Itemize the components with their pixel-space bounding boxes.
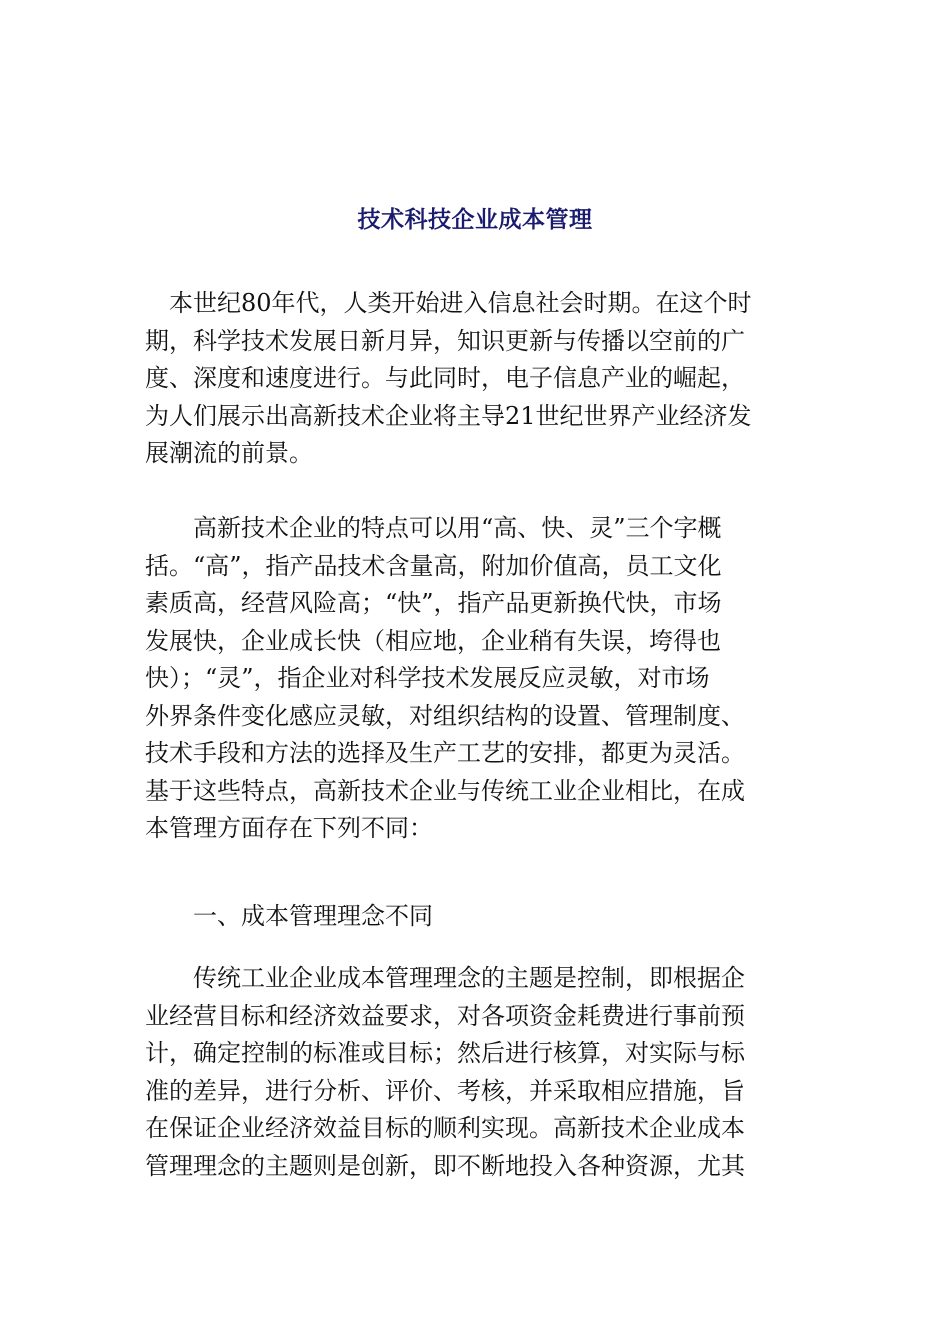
paragraph-line: 高新技术企业的特点可以用“高、快、灵”三个字概 [145, 514, 722, 542]
paragraph-line: 外界条件变化感应灵敏，对组织结构的设置、管理制度、 [145, 701, 745, 730]
paragraph-1 [145, 285, 805, 473]
paragraph-line: 技术手段和方法的选择及生产工艺的安排，都更为灵活。 [145, 739, 745, 767]
paragraph-line: 展潮流的前景。 [145, 439, 313, 467]
paragraph-line: 素质高，经营风险高；“快”，指产品更新换代快，市场 [145, 589, 722, 617]
paragraph-line: 快）；“灵”，指企业对科学技术发展反应灵敏，对市场 [145, 664, 710, 692]
paragraph-line: 在保证企业经济效益目标的顺利实现。高新技术企业成本 [145, 1114, 745, 1142]
paragraph-3 [145, 960, 805, 1185]
document-title: 技术科技企业成本管理 [357, 207, 593, 233]
paragraph-line: 为人们展示出高新技术企业将主导21世纪世界产业经济发 [145, 401, 752, 430]
paragraph-line: 本世纪80年代，人类开始进入信息社会时期。在这个时 [145, 289, 752, 317]
paragraph-line: 准的差异，进行分析、评价、考核，并采取相应措施，旨 [145, 1076, 745, 1105]
paragraph-line: 度、深度和速度进行。与此同时，电子信息产业的崛起， [145, 364, 745, 392]
paragraph-line: 本管理方面存在下列不同： [145, 814, 433, 842]
paragraph-line: 计，确定控制的标准或目标；然后进行核算，对实际与标 [145, 1039, 745, 1067]
paragraph-2 [145, 510, 805, 848]
paragraph-line: 期，科学技术发展日新月异，知识更新与传播以空前的广 [145, 326, 745, 355]
paragraph-line: 发展快，企业成长快（相应地，企业稍有失误，垮得也 [145, 626, 721, 655]
paragraph-line: 传统工业企业成本管理理念的主题是控制，即根据企 [145, 964, 745, 992]
paragraph-line: 业经营目标和经济效益要求，对各项资金耗费进行事前预 [145, 1001, 745, 1030]
paragraph-line: 括。“高”，指产品技术含量高，附加价值高，员工文化 [145, 551, 722, 580]
section-heading-line: 一、成本管理理念不同 [145, 902, 433, 930]
paragraph-line: 管理理念的主题则是创新，即不断地投入各种资源，尤其 [145, 1151, 745, 1180]
paragraph-line: 基于这些特点，高新技术企业与传统工业企业相比，在成 [145, 776, 745, 805]
section-heading [145, 898, 805, 936]
